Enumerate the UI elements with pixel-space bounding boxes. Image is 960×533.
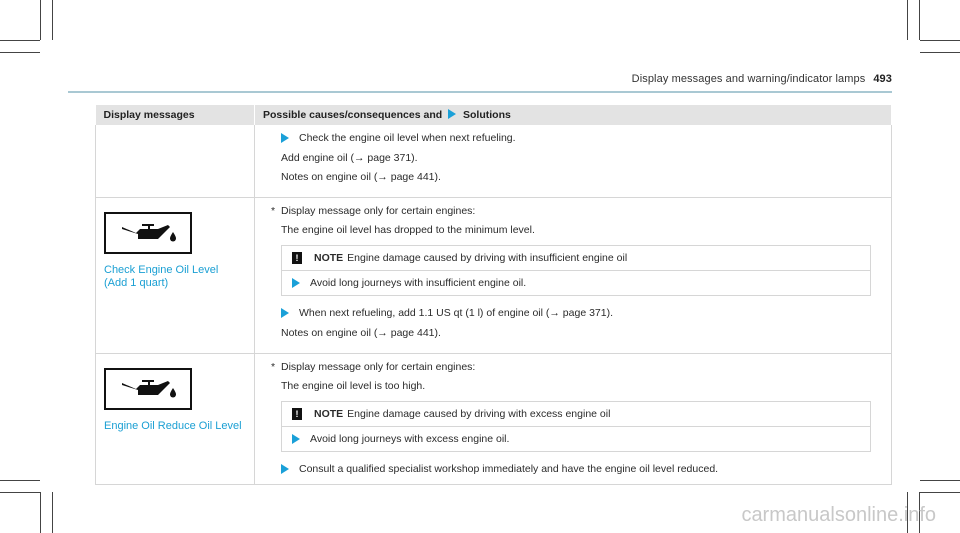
oil-can-icon xyxy=(104,368,192,410)
crop-mark xyxy=(0,492,40,493)
engine-note: The engine oil level is too high. xyxy=(281,380,426,392)
arrow-icon xyxy=(292,278,300,288)
notice-text: Engine damage caused by driving with insufficient engine oil xyxy=(347,252,628,264)
notice-box xyxy=(281,245,871,296)
table-row xyxy=(96,125,892,198)
arrow-icon xyxy=(281,133,289,143)
crop-mark xyxy=(920,492,960,493)
crop-mark xyxy=(40,0,41,40)
watermark: carmanualsonline.info xyxy=(741,504,936,526)
notice-title: NOTE xyxy=(314,408,344,420)
warning-icon: ! xyxy=(292,252,302,264)
crop-mark xyxy=(920,52,960,53)
engine-note: * Display message only for certain engines: xyxy=(271,205,476,217)
notice-instruction: Avoid long journeys with excess engine oil. xyxy=(282,427,870,451)
engine-note: * Display message only for certain engines: xyxy=(271,361,476,373)
display-messages-table xyxy=(95,105,892,485)
notice-title: NOTE xyxy=(314,252,344,264)
arrow-icon xyxy=(281,464,289,474)
crop-mark xyxy=(920,40,960,41)
cross-reference: Add engine oil (→ page 371). xyxy=(281,152,418,164)
crop-mark xyxy=(0,480,40,481)
message-label: (Add 1 quart) xyxy=(104,277,169,289)
instruction-step: Check the engine oil level when next refueling. xyxy=(271,131,881,145)
notice-instruction: Avoid long journeys with insufficient engine oil. xyxy=(282,271,870,295)
arrow-icon xyxy=(292,434,300,444)
arrow-icon xyxy=(281,308,289,318)
message-label: Engine Oil Reduce Oil Level xyxy=(104,420,242,432)
section-title: Display messages and warning/indicator lamps xyxy=(631,73,866,85)
warning-icon: ! xyxy=(292,408,302,420)
crop-mark xyxy=(907,0,908,40)
header-rule xyxy=(68,91,892,93)
crop-mark xyxy=(52,0,53,40)
table-row xyxy=(96,354,892,485)
oil-can-icon xyxy=(104,212,192,254)
cross-reference: Notes on engine oil (→ page 441). xyxy=(281,171,441,183)
running-header xyxy=(632,73,892,85)
table-row xyxy=(96,198,892,354)
crop-mark xyxy=(52,492,53,533)
crop-mark xyxy=(919,0,920,40)
crop-mark xyxy=(0,52,40,53)
crop-mark xyxy=(40,492,41,533)
crop-mark xyxy=(0,40,40,41)
cross-reference: Notes on engine oil (→ page 441). xyxy=(281,327,441,339)
table-header-row xyxy=(96,105,892,125)
message-label: Check Engine Oil Level xyxy=(104,264,219,276)
engine-note: The engine oil level has dropped to the minimum level. xyxy=(281,224,535,236)
crop-mark xyxy=(920,480,960,481)
page-number: 493 xyxy=(873,73,892,85)
col-header-causes-solutions: Possible causes/consequences and Solutions xyxy=(255,105,892,125)
notice-box xyxy=(281,401,871,452)
instruction-step: When next refueling, add 1.1 US qt (1 l) of engine oil (→ page 371). xyxy=(271,306,881,320)
arrow-icon xyxy=(448,109,456,119)
instruction-step: Consult a qualified specialist workshop immediately and have the engine oil level reduced. xyxy=(271,462,881,476)
notice-text: Engine damage caused by driving with excess engine oil xyxy=(347,408,611,420)
col-header-display-messages: Display messages xyxy=(96,105,255,125)
